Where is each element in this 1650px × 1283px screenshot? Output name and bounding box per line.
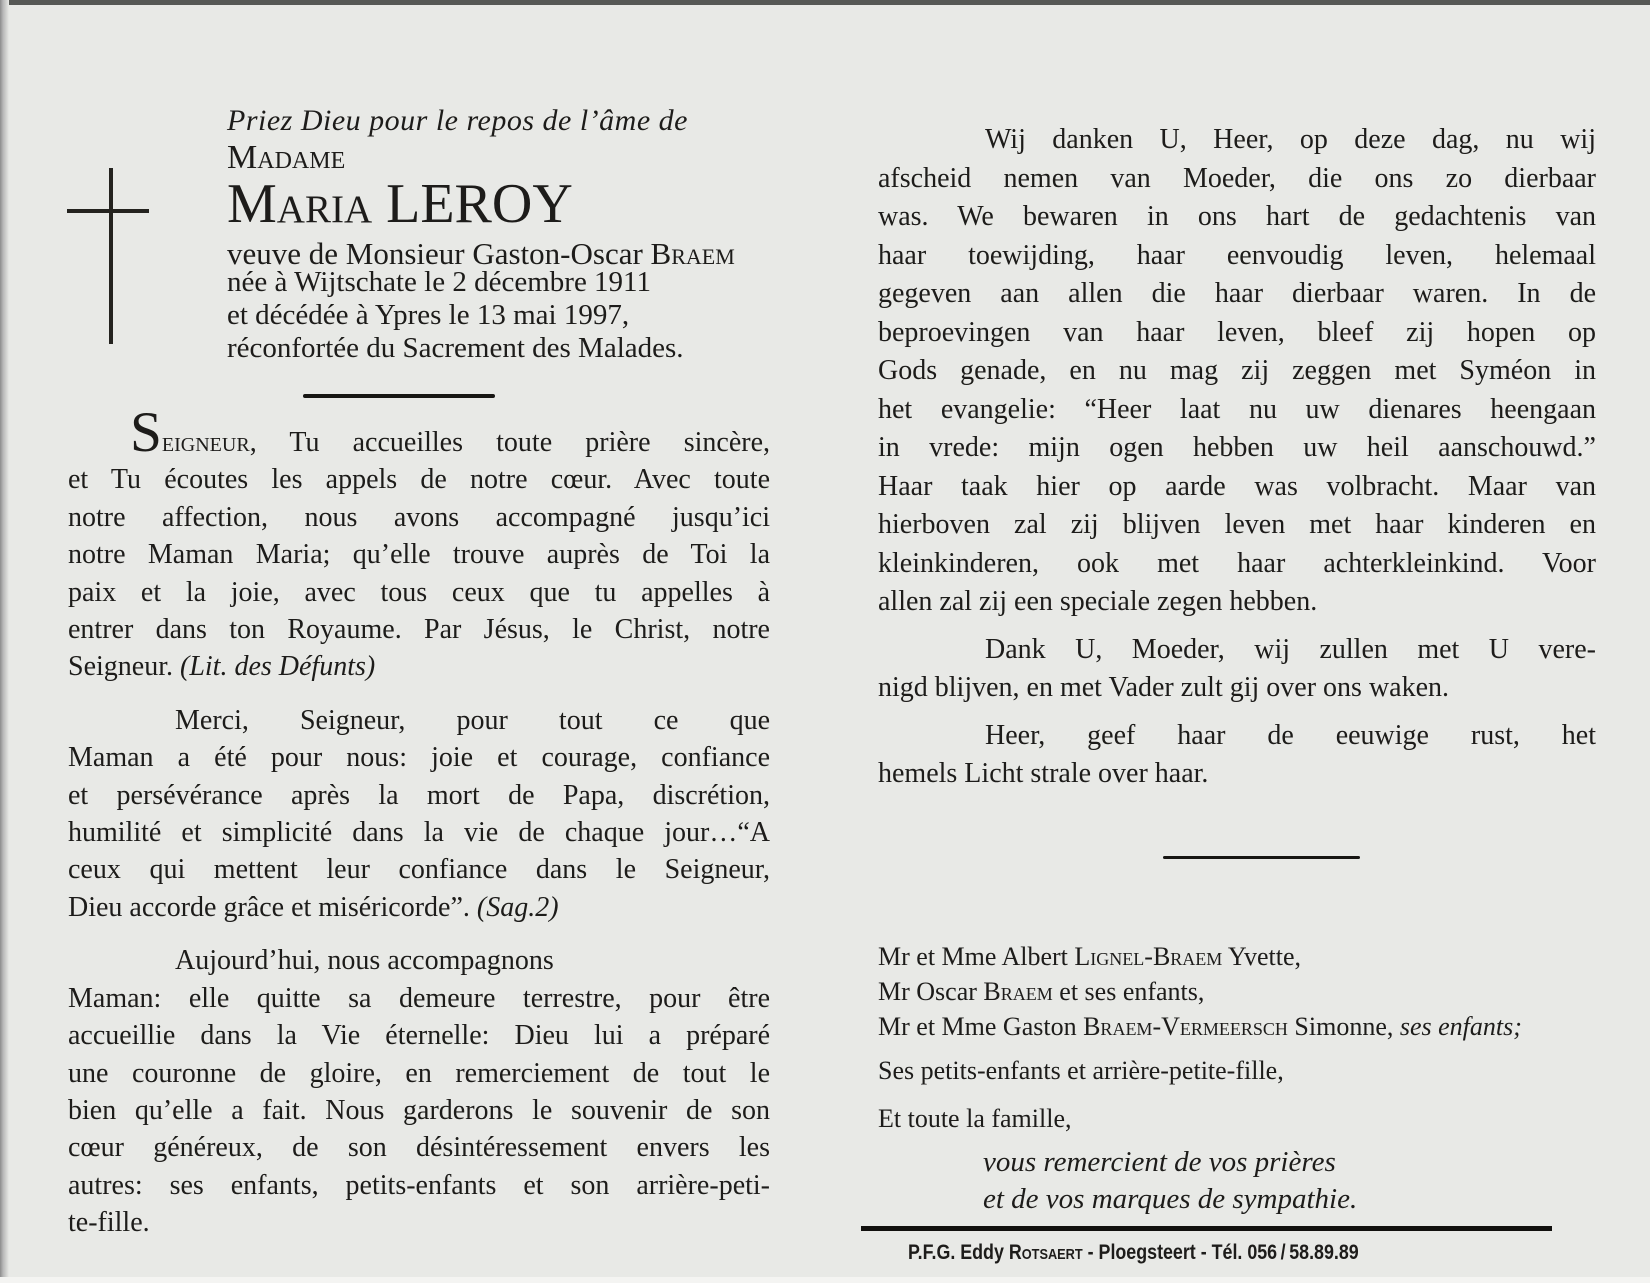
- text-line: Heer, geef haar de eeuwige rust, het: [985, 719, 1596, 751]
- text-line: Gods genade, en nu mag zij zeggen met Syméon in: [878, 355, 1596, 386]
- text-line: cœur généreux, de son désintéressement envers les: [68, 1132, 770, 1164]
- text-line: vous remercient de vos prières: [983, 1146, 1336, 1178]
- section-divider-left: [303, 394, 495, 398]
- text-line: hierboven zal zij blijven leven met haar kinderen en: [878, 509, 1596, 540]
- paragraph: [68, 942, 770, 1241]
- text-line: autres: ses enfants, petits-enfants et son arrière-peti-: [68, 1169, 770, 1201]
- text-segment: (Lit. des Défunts): [180, 651, 376, 683]
- paragraph: [878, 121, 1596, 622]
- text-segment: aria: [276, 173, 373, 235]
- text-line: [878, 974, 1578, 1009]
- text-line: Maman a été pour nous: joie et courage, confiance: [68, 742, 770, 774]
- scan-edge-top: [0, 0, 1650, 5]
- text-segment: Dieu accorde grâce et miséricorde”.: [68, 891, 477, 923]
- text-line: bien qu’elle a fait. Nous garderons le souvenir de son: [68, 1094, 770, 1126]
- text-line: une couronne de gloire, en remerciement de tout le: [68, 1057, 770, 1089]
- text-line: Maman: elle quitte sa demeure terrestre, pour être: [68, 982, 770, 1014]
- text-segment: (Sag.2): [476, 891, 559, 923]
- text-line: nigd blijven, en met Vader zult gij over ons waken.: [878, 672, 1450, 703]
- text-line: Merci, Seigneur, pour tout ce que: [175, 704, 770, 736]
- cross-icon: [109, 168, 113, 344]
- text-segment: Braem: [983, 977, 1053, 1006]
- text-line: notre Maman Maria; qu’elle trouve auprès de Toi la: [68, 539, 770, 571]
- text-segment: Mr et Mme Albert: [878, 942, 1075, 971]
- text-line: Haar taak hier op aarde was volbracht. Maar van: [878, 470, 1596, 502]
- footer-rule: [861, 1226, 1552, 1231]
- text-segment: Braem: [650, 236, 735, 271]
- vitals-lines: [227, 266, 684, 365]
- text-segment: Rotsaert: [1008, 1241, 1083, 1264]
- text-segment: M: [227, 173, 277, 235]
- text-segment: et ses enfants,: [1052, 977, 1205, 1006]
- text-segment: LEROY: [372, 173, 573, 235]
- text-segment: adame: [257, 139, 346, 176]
- text-segment: Mr Oscar: [878, 977, 984, 1006]
- text-segment: M: [227, 139, 258, 176]
- paragraph: [878, 717, 1596, 794]
- text-line: het evangelie: “Heer laat nu uw dienares heengaan: [878, 393, 1596, 425]
- text-segment: Simonne,: [1287, 1012, 1400, 1041]
- text-segment: Yvette,: [1222, 942, 1302, 971]
- text-line: gegeven aan allen die haar dierbaar waren. In de: [878, 278, 1596, 309]
- text-segment: S: [130, 401, 162, 464]
- invocation-line: Priez Dieu pour le repos de l’âme de: [227, 104, 688, 137]
- text-segment: eigneur: [161, 427, 250, 458]
- text-line: Ses petits-enfants et arrière-petite-fille,: [878, 1056, 1284, 1085]
- text-line: Aujourd’hui, nous accompagnons: [175, 945, 554, 977]
- text-line: ceux qui mettent leur confiance dans le Seigneur,: [68, 854, 770, 886]
- text-line: réconfortée du Sacrement des Malades.: [227, 332, 684, 364]
- french-text-column: [68, 401, 770, 1242]
- text-segment: ses enfants;: [1399, 1012, 1522, 1041]
- text-line: et décédée à Ypres le 13 mai 1997,: [227, 299, 630, 331]
- funeral-home-line: [908, 1241, 1359, 1265]
- text-line: [68, 648, 770, 685]
- text-line: Wij danken U, Heer, op deze dag, nu wij: [985, 124, 1596, 155]
- text-line: et Tu écoutes les appels de notre cœur. Avec toute: [68, 464, 770, 496]
- text-line: paix et la joie, avec tous ceux que tu appelles à: [68, 576, 770, 608]
- text-line: accueillie dans la Vie éternelle: Dieu lui a préparé: [68, 1020, 770, 1052]
- thanks-lines: [983, 1144, 1357, 1218]
- text-line: née à Wijtschate le 2 décembre 1911: [227, 266, 651, 298]
- text-segment: Braem-Vermeersch: [1083, 1012, 1288, 1041]
- text-segment: P.F.G. Eddy: [908, 1241, 1009, 1264]
- section-divider-right: [1163, 856, 1360, 859]
- text-line: [68, 401, 770, 464]
- text-line: afscheid nemen van Moeder, die ons zo dierbaar: [878, 162, 1596, 194]
- text-line: [68, 889, 770, 926]
- paragraph: [68, 702, 770, 926]
- text-segment: - Ploegsteert - Tél. 056 / 58.89.89: [1082, 1241, 1359, 1264]
- text-segment: , Tu accueilles toute prière sincère,: [249, 427, 770, 458]
- text-line: hemels Licht strale over haar.: [878, 758, 1209, 789]
- text-line: et persévérance après la mort de Papa, discrétion,: [68, 779, 770, 811]
- text-line: was. We bewaren in ons hart de gedachtenis van: [878, 201, 1596, 232]
- text-line: Et toute la famille,: [878, 1104, 1072, 1133]
- text-segment: Mr et Mme Gaston: [878, 1012, 1084, 1041]
- text-line: Dank U, Moeder, wij zullen met U vere-: [985, 633, 1596, 665]
- scan-edge-left: [0, 0, 9, 1283]
- text-line: te-fille.: [68, 1207, 150, 1239]
- family-names-list: [878, 939, 1578, 1136]
- paragraph: [878, 631, 1596, 708]
- text-line: beproevingen van haar leven, bleef zij hopen op: [878, 316, 1596, 348]
- text-line: in vrede: mijn ogen hebben uw heil aanschouwd.”: [878, 432, 1596, 463]
- text-line: notre affection, nous avons accompagné jusqu’ici: [68, 501, 770, 533]
- cross-icon: [67, 209, 149, 213]
- text-line: haar toewijding, haar eenvoudig leven, helemaal: [878, 239, 1596, 271]
- text-segment: veuve de Monsieur Gaston-Oscar: [227, 236, 651, 271]
- text-line: entrer dans ton Royaume. Par Jésus, le Christ, notre: [68, 614, 770, 646]
- text-line: humilité et simplicité dans la vie de chaque jour…“A: [68, 817, 770, 849]
- scan-edge-bottom: [0, 1277, 1650, 1283]
- text-segment: Seigneur.: [68, 651, 180, 683]
- deceased-name: [227, 172, 573, 236]
- text-segment: Lignel-Braem: [1074, 942, 1223, 971]
- text-line: [878, 1009, 1578, 1044]
- paragraph: [68, 401, 770, 686]
- text-line: kleinkinderen, ook met haar achterkleinkind. Voor: [878, 547, 1596, 579]
- dutch-text-column: [878, 121, 1596, 794]
- text-line: [878, 939, 1578, 974]
- text-line: allen zal zij een speciale zegen hebben.: [878, 586, 1318, 617]
- text-line: et de vos marques de sympathie.: [983, 1183, 1358, 1215]
